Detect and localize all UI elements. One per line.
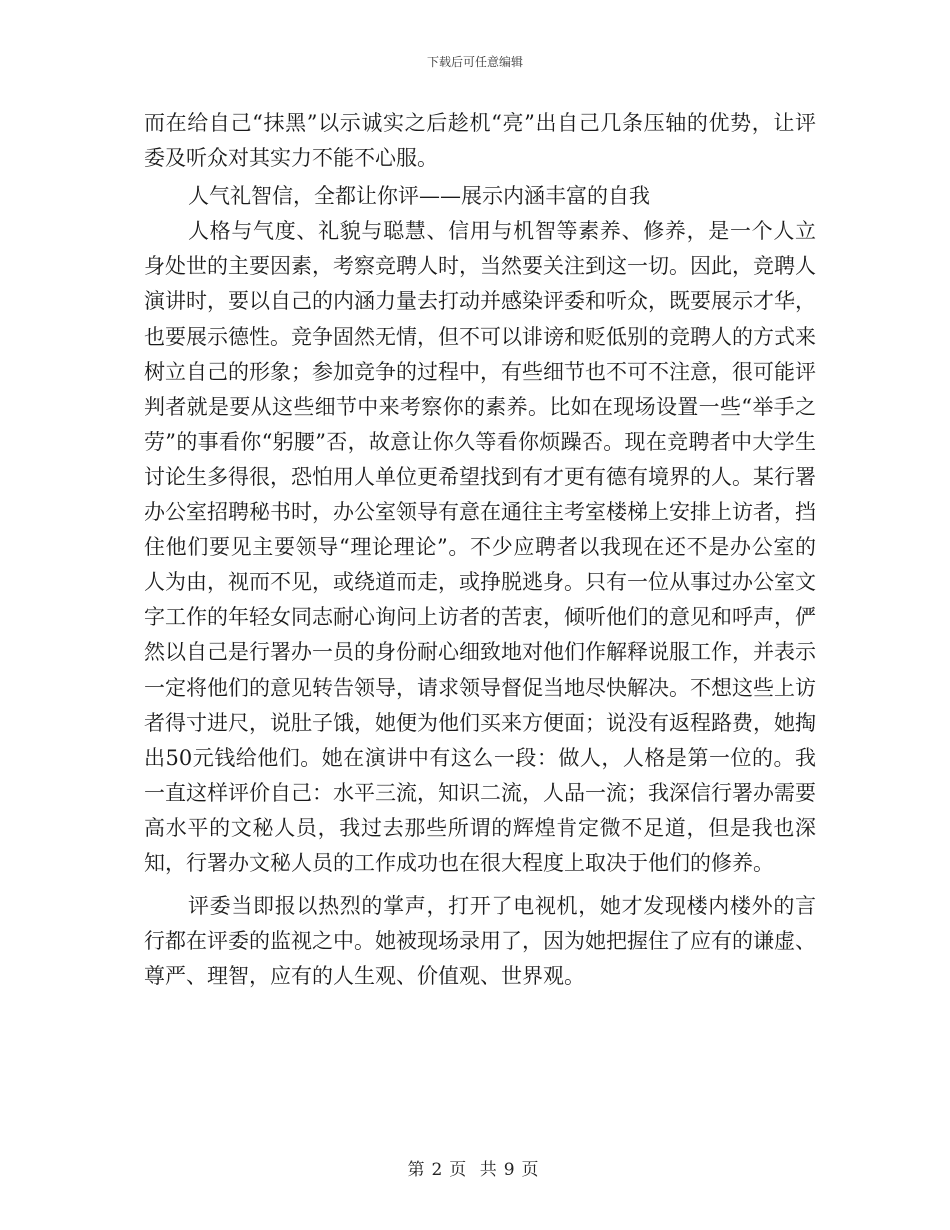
footer-prefix: 第 [407, 1160, 429, 1180]
page-footer [0, 1155, 950, 1180]
paragraph-main-story: 人格与气度、礼貌与聪慧、信用与机智等素养、修养，是一个人立身处世的主要因素，考察竞聘人时，当然要关注到这一切。因此，竞聘人演讲时，要以自己的内涵力量去打动并感染评委和听众，既要展示才华，也要展示德性。竞争固然无情，但不可以诽谤和贬低别的竞聘人的方式来树立自己的形象；参加竞争的过程中，有些细节也不可不注意，很可能评判者就是要从这些细节中来考察你的素养。比如在现场设置一些“举手之劳”的事看你“躬腰”否，故意让你久等看你烦躁否。现在竞聘者中大学生讨论生多得很，恐怕用人单位更希望找到有才更有德有境界的人。某行署办公室招聘秘书时，办公室领导有意在通往主考室楼梯上安排上访者，挡住他们要见主要领导“理论理论”。不少应聘者以我现在还不是办公室的人为由，视而不见，或绕道而走，或挣脱逃身。只有一位从事过办公室文字工作的年轻女同志耐心询问上访者的苦衷，倾听他们的意见和呼声，俨然以自己是行署办一员的身份耐心细致地对他们作解释说服工作，并表示一定将他们的意见转告领导，请求领导督促当地尽快解决。不想这些上访者得寸进尺，说肚子饿，她便为他们买来方便面；说没有返程路费，她掏出50元钱给他们。她在演讲中有这么一段：做人，人格是第一位的。我一直这样评价自己：水平三流，知识二流，人品一流；我深信行署办需要高水平的文秘人员，我过去那些所谓的辉煌肯定微不足道，但是我也深知，行署办文秘人员的工作成功也在很大程度上取决于他们的修养。 [144, 219, 816, 875]
footer-total-pages: 9 [503, 1160, 519, 1180]
footer-suffix: 页 [521, 1160, 543, 1180]
footer-page-number: 2 [431, 1160, 447, 1180]
section-heading: 人气礼智信，全都让你评——展示内涵丰富的自我 [188, 184, 650, 209]
page-header: 下载后可任意编辑 [426, 55, 523, 69]
paragraph-conclusion: 评委当即报以热烈的掌声，打开了电视机，她才发现楼内楼外的言行都在评委的监视之中。她被现场录用了，因为她把握住了应有的谦虚、尊严、理智，应有的人生观、价值观、世界观。 [144, 894, 816, 989]
footer-middle: 页 共 [449, 1160, 501, 1180]
paragraph-intro-continuation: 而在给自己“抹黑”以示诚实之后趁机“亮”出自己几条压轴的优势，让评委及听众对其实力不能不心服。 [144, 111, 816, 171]
document-body [144, 106, 816, 994]
